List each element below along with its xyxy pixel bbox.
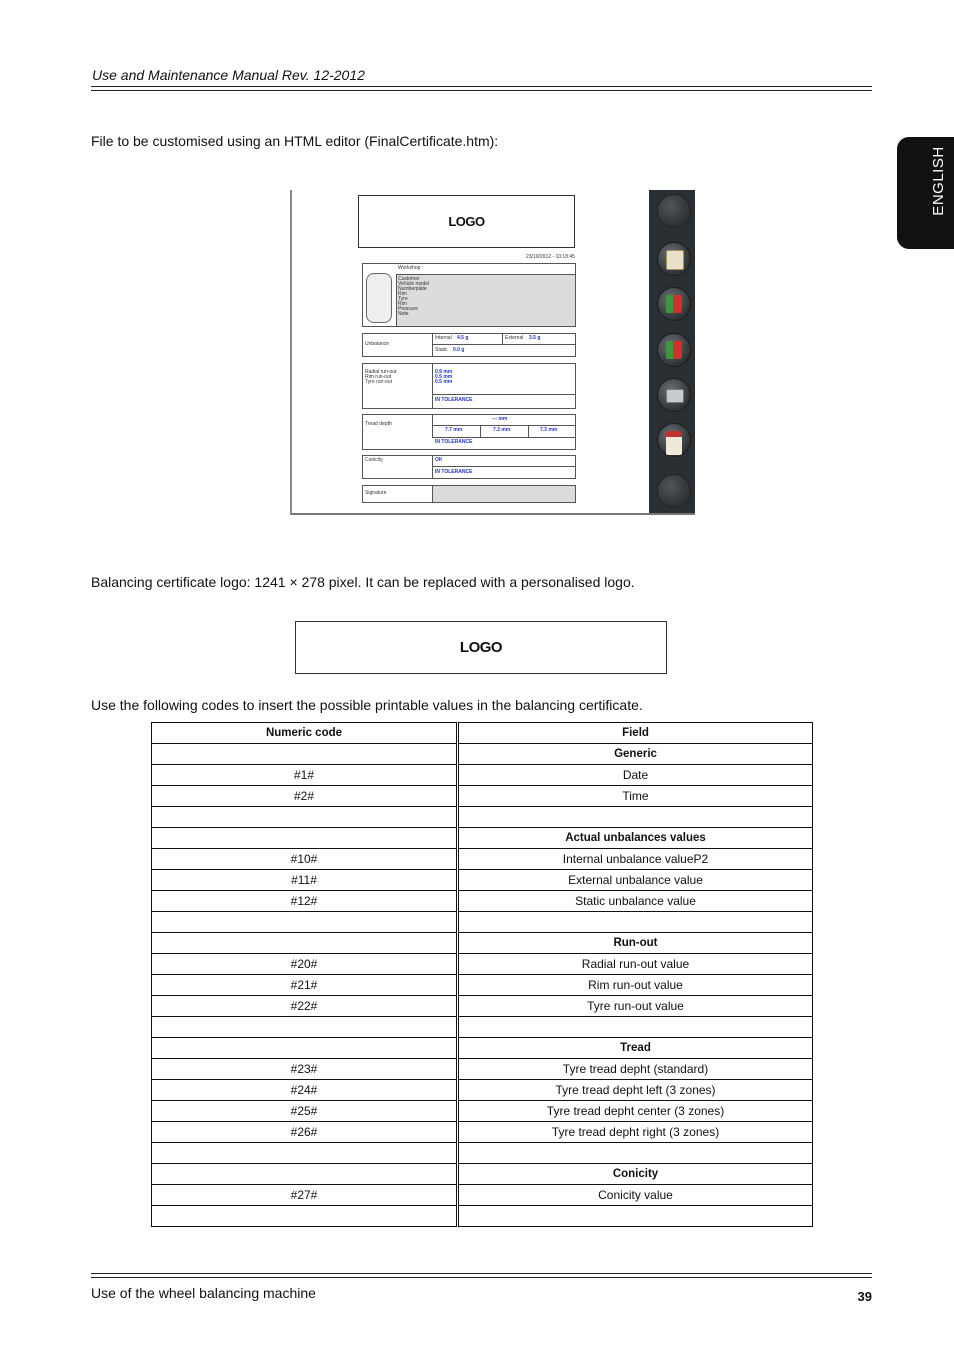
intro-paragraph: File to be customised using an HTML editor (FinalCertificate.htm): <box>91 133 499 149</box>
logo-paragraph: Balancing certificate logo: 1241 × 278 pixel. It can be replaced with a personalised logo. <box>91 574 635 590</box>
table-row <box>152 954 813 975</box>
table-row <box>152 1038 813 1059</box>
page-number: 39 <box>857 1289 872 1304</box>
blank-button-top[interactable] <box>657 194 691 228</box>
table-row <box>152 765 813 786</box>
code-cell: #25# <box>152 1101 458 1122</box>
table-row <box>152 828 813 849</box>
info-note: Note <box>398 311 409 317</box>
running-header: Use and Maintenance Manual Rev. 12-2012 <box>92 67 365 83</box>
code-cell <box>152 1164 458 1185</box>
table-row <box>152 744 813 765</box>
conicity-tolerance: IN TOLERANCE <box>435 469 473 475</box>
tread-main-value: --- mm <box>492 416 508 422</box>
table-row <box>152 807 813 828</box>
code-cell: #21# <box>152 975 458 996</box>
signature-label: Signature <box>365 490 387 496</box>
field-cell: Tyre tread depht left (3 zones) <box>458 1080 813 1101</box>
export-green-icon <box>666 341 682 359</box>
code-cell: #10# <box>152 849 458 870</box>
logo-placeholder: LOGO <box>295 621 667 674</box>
field-cell: External unbalance value <box>458 870 813 891</box>
static-label: Static <box>435 347 448 353</box>
tread-tolerance: IN TOLERANCE <box>435 439 473 445</box>
export-green-button[interactable] <box>657 333 691 367</box>
external-label: External <box>505 335 524 341</box>
home-button[interactable] <box>657 423 691 457</box>
code-cell <box>152 1143 458 1164</box>
code-cell: #26# <box>152 1122 458 1143</box>
codes-table <box>151 722 813 1227</box>
radial-runout-value: 0.9 mm <box>435 369 453 375</box>
side-button-panel <box>649 190 695 513</box>
code-cell: #1# <box>152 765 458 786</box>
code-cell: #22# <box>152 996 458 1017</box>
table-row <box>152 996 813 1017</box>
field-cell: Tyre tread depht right (3 zones) <box>458 1122 813 1143</box>
field-cell: Tyre tread depht center (3 zones) <box>458 1101 813 1122</box>
rim-runout-value: 0.5 mm <box>435 374 453 380</box>
car-icon <box>366 273 392 323</box>
code-cell: #20# <box>152 954 458 975</box>
info-pressure: Pressure <box>398 306 419 312</box>
code-cell: #2# <box>152 786 458 807</box>
code-cell: #27# <box>152 1185 458 1206</box>
table-row <box>152 1143 813 1164</box>
info-tyre: Tyre <box>398 296 408 302</box>
unbalance-label: Unbalance <box>365 341 389 347</box>
code-cell <box>152 828 458 849</box>
code-cell <box>152 744 458 765</box>
field-cell: Radial run-out value <box>458 954 813 975</box>
table-row <box>152 912 813 933</box>
field-cell <box>458 1206 813 1227</box>
external-value: 3.5 g <box>529 335 541 341</box>
footer-section: Use of the wheel balancing machine <box>91 1285 316 1301</box>
table-header-row <box>152 723 813 744</box>
code-cell: #23# <box>152 1059 458 1080</box>
print-button[interactable] <box>657 378 691 412</box>
footer-rule <box>91 1273 872 1278</box>
table-row <box>152 933 813 954</box>
internal-label: Internal <box>435 335 452 341</box>
table-row <box>152 975 813 996</box>
tyre-runout-label: Tyre run-out <box>365 379 392 385</box>
section-heading-cell: Conicity <box>458 1164 813 1185</box>
table-row <box>152 849 813 870</box>
code-cell <box>152 1206 458 1227</box>
blank-button-bottom[interactable] <box>657 474 691 508</box>
field-cell: Date <box>458 765 813 786</box>
signature-field <box>432 485 576 503</box>
code-cell <box>152 912 458 933</box>
info-rim: Rim <box>398 291 407 297</box>
field-cell <box>458 1017 813 1038</box>
field-cell: Rim run-out value <box>458 975 813 996</box>
certificate-date: 23/10/2012 - 10:18:45 <box>526 254 575 260</box>
section-heading-cell: Actual unbalances values <box>458 828 813 849</box>
info-rim-2: Rim <box>398 301 407 307</box>
runout-values-cell <box>432 363 576 395</box>
tread-center-value: 7.3 mm <box>493 427 511 433</box>
export-red-button[interactable] <box>657 287 691 321</box>
tread-right-value: 7.3 mm <box>540 427 558 433</box>
table-row <box>152 1206 813 1227</box>
field-cell: Conicity value <box>458 1185 813 1206</box>
codes-paragraph: Use the following codes to insert the possible printable values in the balancing certificate. <box>91 697 643 713</box>
home-icon <box>666 431 682 455</box>
code-cell: #24# <box>152 1080 458 1101</box>
table-row <box>152 891 813 912</box>
section-heading-cell: Tread <box>458 1038 813 1059</box>
tread-label: Tread depth <box>365 421 392 427</box>
field-cell: Time <box>458 786 813 807</box>
table-row <box>152 1059 813 1080</box>
section-heading-cell: Generic <box>458 744 813 765</box>
table-row <box>152 1122 813 1143</box>
field-cell <box>458 1143 813 1164</box>
info-customer: Customer <box>398 276 420 282</box>
table-row <box>152 1185 813 1206</box>
archive-button[interactable] <box>657 242 691 276</box>
tread-left-value: 7.7 mm <box>445 427 463 433</box>
field-cell <box>458 912 813 933</box>
language-tab <box>897 137 954 249</box>
table-row <box>152 870 813 891</box>
info-numberplate: Numberplate <box>398 286 427 292</box>
language-tab-label: ENGLISH <box>930 146 947 216</box>
code-cell <box>152 1038 458 1059</box>
runout-tolerance: IN TOLERANCE <box>435 397 473 403</box>
header-numeric-code: Numeric code <box>152 723 458 744</box>
static-value: 0.0 g <box>453 347 465 353</box>
field-cell: Static unbalance value <box>458 891 813 912</box>
header-field: Field <box>458 723 813 744</box>
info-workshop: Workshop <box>398 265 421 271</box>
code-cell: #12# <box>152 891 458 912</box>
table-row <box>152 1017 813 1038</box>
header-rule <box>91 86 872 91</box>
code-cell <box>152 1017 458 1038</box>
certificate-logo: LOGO <box>358 195 575 248</box>
field-cell: Internal unbalance valueP2 <box>458 849 813 870</box>
radial-runout-label: Radial run-out <box>365 369 397 375</box>
rim-runout-label: Rim run-out <box>365 374 392 380</box>
field-cell: Tyre run-out value <box>458 996 813 1017</box>
table-row <box>152 786 813 807</box>
certificate-screenshot <box>290 190 695 515</box>
code-cell <box>152 933 458 954</box>
code-cell: #11# <box>152 870 458 891</box>
printer-icon <box>666 389 684 403</box>
conicity-value: OK <box>435 457 443 463</box>
field-cell <box>458 807 813 828</box>
section-heading-cell: Run-out <box>458 933 813 954</box>
tyre-runout-value: 0.5 mm <box>435 379 453 385</box>
table-row <box>152 1164 813 1185</box>
internal-value: 4.5 g <box>457 335 469 341</box>
code-cell <box>152 807 458 828</box>
field-cell: Tyre tread depht (standard) <box>458 1059 813 1080</box>
table-row <box>152 1080 813 1101</box>
conicity-label: Conicity <box>365 457 383 463</box>
export-red-icon <box>666 295 682 313</box>
info-vehicle: Vehicle model <box>398 281 430 287</box>
table-row <box>152 1101 813 1122</box>
archive-icon <box>666 250 684 270</box>
